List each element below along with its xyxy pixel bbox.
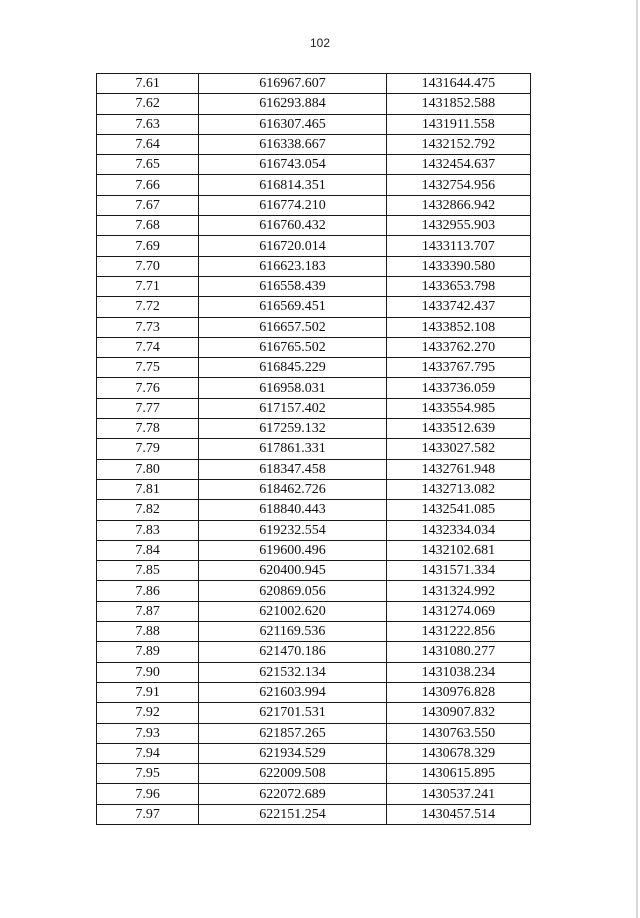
table-row: [97, 398, 531, 418]
table-row: [97, 378, 531, 398]
coordinate-table: [96, 73, 531, 825]
table-row: [97, 459, 531, 479]
y-coordinate-cell: 1432102.681: [386, 540, 530, 560]
table-row: [97, 581, 531, 601]
x-coordinate-cell: 616569.451: [199, 297, 386, 317]
scan-edge: [636, 0, 638, 918]
table-row: [97, 743, 531, 763]
point-cell: 7.84: [97, 540, 199, 560]
x-coordinate-cell: 616967.607: [199, 74, 386, 94]
table-row: [97, 155, 531, 175]
x-coordinate-cell: 622009.508: [199, 764, 386, 784]
point-cell: 7.76: [97, 378, 199, 398]
table-row: [97, 642, 531, 662]
point-cell: 7.73: [97, 317, 199, 337]
x-coordinate-cell: 621002.620: [199, 601, 386, 621]
table-row: [97, 297, 531, 317]
point-cell: 7.66: [97, 175, 199, 195]
x-coordinate-cell: 619232.554: [199, 520, 386, 540]
table-row: [97, 601, 531, 621]
point-cell: 7.79: [97, 439, 199, 459]
table-row: [97, 74, 531, 94]
point-cell: 7.68: [97, 216, 199, 236]
table-row: [97, 500, 531, 520]
y-coordinate-cell: 1433390.580: [386, 256, 530, 276]
table-row: [97, 439, 531, 459]
point-cell: 7.67: [97, 195, 199, 215]
point-cell: 7.89: [97, 642, 199, 662]
x-coordinate-cell: 621169.536: [199, 622, 386, 642]
y-coordinate-cell: 1431274.069: [386, 601, 530, 621]
table-row: [97, 337, 531, 357]
table-row: [97, 317, 531, 337]
point-cell: 7.88: [97, 622, 199, 642]
y-coordinate-cell: 1433852.108: [386, 317, 530, 337]
point-cell: 7.87: [97, 601, 199, 621]
table-row: [97, 256, 531, 276]
point-cell: 7.82: [97, 500, 199, 520]
x-coordinate-cell: 621857.265: [199, 723, 386, 743]
table-row: [97, 804, 531, 824]
x-coordinate-cell: 621532.134: [199, 662, 386, 682]
y-coordinate-cell: 1431852.588: [386, 94, 530, 114]
point-cell: 7.72: [97, 297, 199, 317]
y-coordinate-cell: 1430537.241: [386, 784, 530, 804]
y-coordinate-cell: 1433653.798: [386, 276, 530, 296]
point-cell: 7.71: [97, 276, 199, 296]
table-row: [97, 784, 531, 804]
x-coordinate-cell: 617259.132: [199, 419, 386, 439]
y-coordinate-cell: 1430907.832: [386, 703, 530, 723]
table-row: [97, 561, 531, 581]
y-coordinate-cell: 1431038.234: [386, 662, 530, 682]
y-coordinate-cell: 1433113.707: [386, 236, 530, 256]
point-cell: 7.74: [97, 337, 199, 357]
table-row: [97, 94, 531, 114]
y-coordinate-cell: 1430678.329: [386, 743, 530, 763]
x-coordinate-cell: 618462.726: [199, 479, 386, 499]
point-cell: 7.63: [97, 114, 199, 134]
coordinate-table-body: [97, 74, 531, 825]
x-coordinate-cell: 617157.402: [199, 398, 386, 418]
x-coordinate-cell: 616765.502: [199, 337, 386, 357]
y-coordinate-cell: 1433762.270: [386, 337, 530, 357]
y-coordinate-cell: 1431324.992: [386, 581, 530, 601]
table-row: [97, 175, 531, 195]
x-coordinate-cell: 621603.994: [199, 682, 386, 702]
y-coordinate-cell: 1431571.334: [386, 561, 530, 581]
x-coordinate-cell: 618347.458: [199, 459, 386, 479]
table-row: [97, 419, 531, 439]
y-coordinate-cell: 1432713.082: [386, 479, 530, 499]
table-row: [97, 662, 531, 682]
x-coordinate-cell: 620869.056: [199, 581, 386, 601]
table-row: [97, 276, 531, 296]
x-coordinate-cell: 616623.183: [199, 256, 386, 276]
x-coordinate-cell: 616307.465: [199, 114, 386, 134]
point-cell: 7.97: [97, 804, 199, 824]
y-coordinate-cell: 1432866.942: [386, 195, 530, 215]
y-coordinate-cell: 1432754.956: [386, 175, 530, 195]
point-cell: 7.75: [97, 358, 199, 378]
table-row: [97, 540, 531, 560]
table-row: [97, 358, 531, 378]
table-row: [97, 723, 531, 743]
x-coordinate-cell: 616845.229: [199, 358, 386, 378]
y-coordinate-cell: 1433512.639: [386, 419, 530, 439]
point-cell: 7.86: [97, 581, 199, 601]
point-cell: 7.69: [97, 236, 199, 256]
y-coordinate-cell: 1430976.828: [386, 682, 530, 702]
point-cell: 7.85: [97, 561, 199, 581]
x-coordinate-cell: 621934.529: [199, 743, 386, 763]
y-coordinate-cell: 1433554.985: [386, 398, 530, 418]
point-cell: 7.77: [97, 398, 199, 418]
table-row: [97, 216, 531, 236]
y-coordinate-cell: 1432955.903: [386, 216, 530, 236]
table-row: [97, 236, 531, 256]
x-coordinate-cell: 617861.331: [199, 439, 386, 459]
y-coordinate-cell: 1430763.550: [386, 723, 530, 743]
y-coordinate-cell: 1433742.437: [386, 297, 530, 317]
x-coordinate-cell: 621701.531: [199, 703, 386, 723]
page-number: 102: [309, 36, 331, 50]
x-coordinate-cell: 616760.432: [199, 216, 386, 236]
point-cell: 7.81: [97, 479, 199, 499]
x-coordinate-cell: 616774.210: [199, 195, 386, 215]
point-cell: 7.90: [97, 662, 199, 682]
x-coordinate-cell: 620400.945: [199, 561, 386, 581]
y-coordinate-cell: 1433767.795: [386, 358, 530, 378]
x-coordinate-cell: 622072.689: [199, 784, 386, 804]
table-row: [97, 479, 531, 499]
table-row: [97, 195, 531, 215]
x-coordinate-cell: 622151.254: [199, 804, 386, 824]
x-coordinate-cell: 618840.443: [199, 500, 386, 520]
y-coordinate-cell: 1431644.475: [386, 74, 530, 94]
x-coordinate-cell: 616743.054: [199, 155, 386, 175]
point-cell: 7.94: [97, 743, 199, 763]
x-coordinate-cell: 616293.884: [199, 94, 386, 114]
table-row: [97, 682, 531, 702]
y-coordinate-cell: 1431911.558: [386, 114, 530, 134]
y-coordinate-cell: 1433027.582: [386, 439, 530, 459]
y-coordinate-cell: 1432454.637: [386, 155, 530, 175]
x-coordinate-cell: 616958.031: [199, 378, 386, 398]
x-coordinate-cell: 616558.439: [199, 276, 386, 296]
point-cell: 7.92: [97, 703, 199, 723]
point-cell: 7.83: [97, 520, 199, 540]
y-coordinate-cell: 1432541.085: [386, 500, 530, 520]
point-cell: 7.78: [97, 419, 199, 439]
point-cell: 7.91: [97, 682, 199, 702]
point-cell: 7.96: [97, 784, 199, 804]
point-cell: 7.80: [97, 459, 199, 479]
x-coordinate-cell: 616720.014: [199, 236, 386, 256]
point-cell: 7.64: [97, 134, 199, 154]
y-coordinate-cell: 1430457.514: [386, 804, 530, 824]
point-cell: 7.62: [97, 94, 199, 114]
table-row: [97, 520, 531, 540]
x-coordinate-cell: 619600.496: [199, 540, 386, 560]
table-row: [97, 703, 531, 723]
y-coordinate-cell: 1433736.059: [386, 378, 530, 398]
table-row: [97, 764, 531, 784]
y-coordinate-cell: 1431222.856: [386, 622, 530, 642]
point-cell: 7.61: [97, 74, 199, 94]
point-cell: 7.93: [97, 723, 199, 743]
y-coordinate-cell: 1432334.034: [386, 520, 530, 540]
point-cell: 7.65: [97, 155, 199, 175]
y-coordinate-cell: 1430615.895: [386, 764, 530, 784]
table-row: [97, 114, 531, 134]
x-coordinate-cell: 616657.502: [199, 317, 386, 337]
y-coordinate-cell: 1431080.277: [386, 642, 530, 662]
y-coordinate-cell: 1432761.948: [386, 459, 530, 479]
table-row: [97, 134, 531, 154]
x-coordinate-cell: 616814.351: [199, 175, 386, 195]
point-cell: 7.70: [97, 256, 199, 276]
y-coordinate-cell: 1432152.792: [386, 134, 530, 154]
x-coordinate-cell: 616338.667: [199, 134, 386, 154]
x-coordinate-cell: 621470.186: [199, 642, 386, 662]
table-row: [97, 622, 531, 642]
point-cell: 7.95: [97, 764, 199, 784]
